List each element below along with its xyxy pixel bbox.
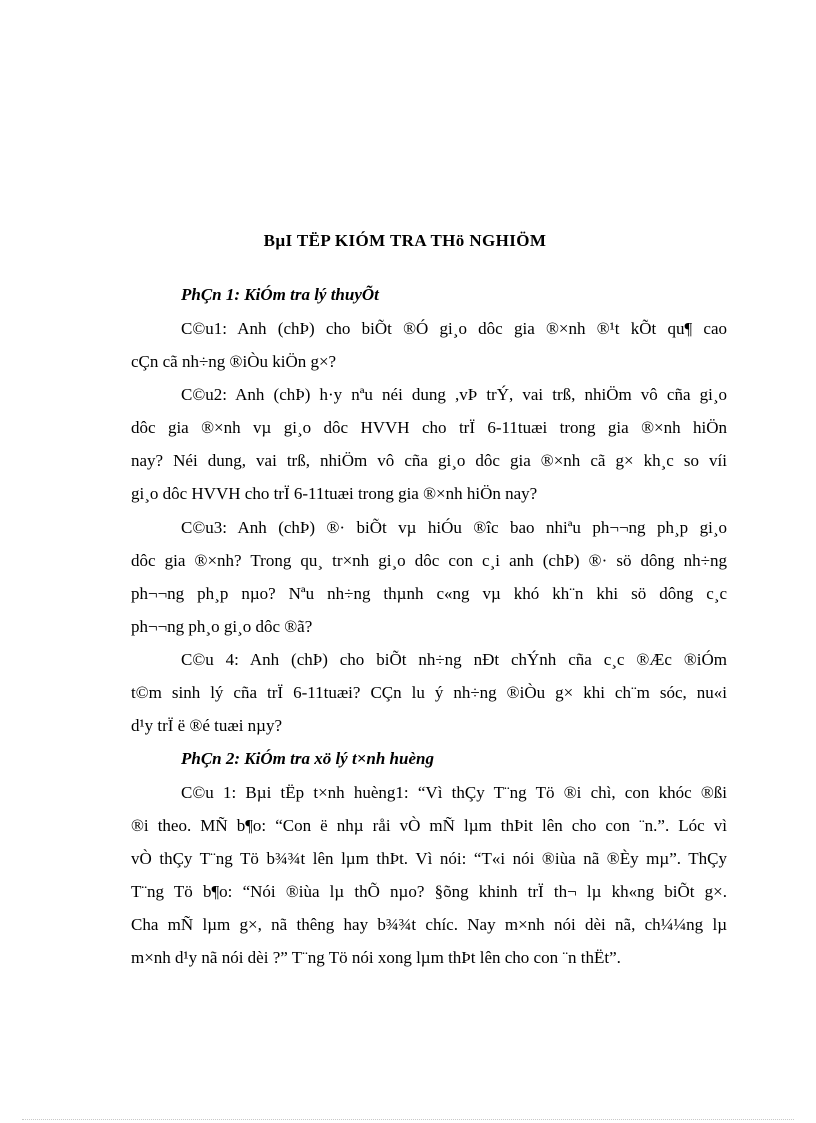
paragraph-line: Cha mÑ lµm g×, nã thêng hay b¾¾t chíc. Nay m×nh nói dèi nã, ch¼¼ng lµ [131,915,727,934]
paragraph-line: ph¬¬ng ph¸p nµo? Nªu nh÷ng thµnh c«ng vµ khó kh¨n khi sö dông c¸c [131,584,727,603]
paragraph-line: C©u3: Anh (chÞ) ®· biÕt vµ hiÓu ®îc bao nhiªu ph¬¬ng ph¸p gi¸o [181,518,727,537]
paragraph-line: t©m sinh lý cña trÏ 6-11tuæi? CÇn lu ý nh÷ng ®iÒu g× khi ch¨m sóc, nu«i [131,683,727,702]
paragraph-line: gi¸o dôc HVVH cho trÏ 6-11tuæi trong gia ®×nh hiÖn nay? [131,484,538,503]
paragraph-line: ph¬¬ng ph¸o gi¸o dôc ®ã? [131,617,313,636]
paragraph-line: nay? Néi dung, vai trß, nhiÖm vô cña gi¸o dôc gia ®×nh cã g× kh¸c so víi [131,451,727,470]
paragraph-line: dôc gia ®×nh vµ gi¸o dôc HVVH cho trÏ 6-11tuæi trong gia ®×nh hiÖn [131,418,727,437]
paragraph-line: ®i theo. MÑ b¶o: “Con ë nhµ råi vÒ mÑ lµm thÞit lên cho con ¨n.”. Lóc vì [131,816,727,835]
paragraph-line: C©u 1: Bµi tËp t×nh huèng1: “Vì thÇy T¨ng Tö ®i chì, con khóc ®ßi [181,783,727,802]
paragraph-line: vÒ thÇy T¨ng Tö b¾¾t lên lµm thÞt. Vì nói: “T«i nói ®iùa nã ®Èy mµ”. ThÇy [131,849,727,868]
section-heading-situation: PhÇn 2: KiÓm tra xö lý t×nh huèng [181,749,434,768]
paragraph-line: C©u 4: Anh (chÞ) cho biÕt nh÷ng nÐt chÝnh cña c¸c ®Æc ®iÓm [181,650,727,669]
paragraph-line: d¹y trÏ ë ®é tuæi nµy? [131,716,283,735]
paragraph-line: m×nh d¹y nã nói dèi ?” T¨ng Tö nói xong lµm thÞt lên cho con ¨n thËt”. [131,948,621,967]
page-bottom-rule [22,1119,794,1120]
paragraph-line: C©u1: Anh (chÞ) cho biÕt ®Ó gi¸o dôc gia ®×nh ®¹t kÕt qu¶ cao [181,319,727,338]
paragraph-line: C©u2: Anh (chÞ) h·y nªu néi dung ,vÞ trÝ, vai trß, nhiÖm vô cña gi¸o [181,385,727,404]
section-heading-theory: PhÇn 1: KiÓm tra lý thuyÕt [181,285,379,304]
paragraph-line: T¨ng Tö b¶o: “Nói ®iùa lµ thÕ nµo? §õng khinh trÏ th¬ lµ kh«ng biÕt g×. [131,882,727,901]
page-title: BµI TËP KIÓM TRA THö NGHIÖM [263,231,547,250]
paragraph-line: dôc gia ®×nh? Trong qu¸ tr×nh gi¸o dôc con c¸i anh (chÞ) ®· sö dông nh÷ng [131,551,727,570]
paragraph-line: cÇn cã nh÷ng ®iÒu kiÖn g×? [131,352,337,371]
